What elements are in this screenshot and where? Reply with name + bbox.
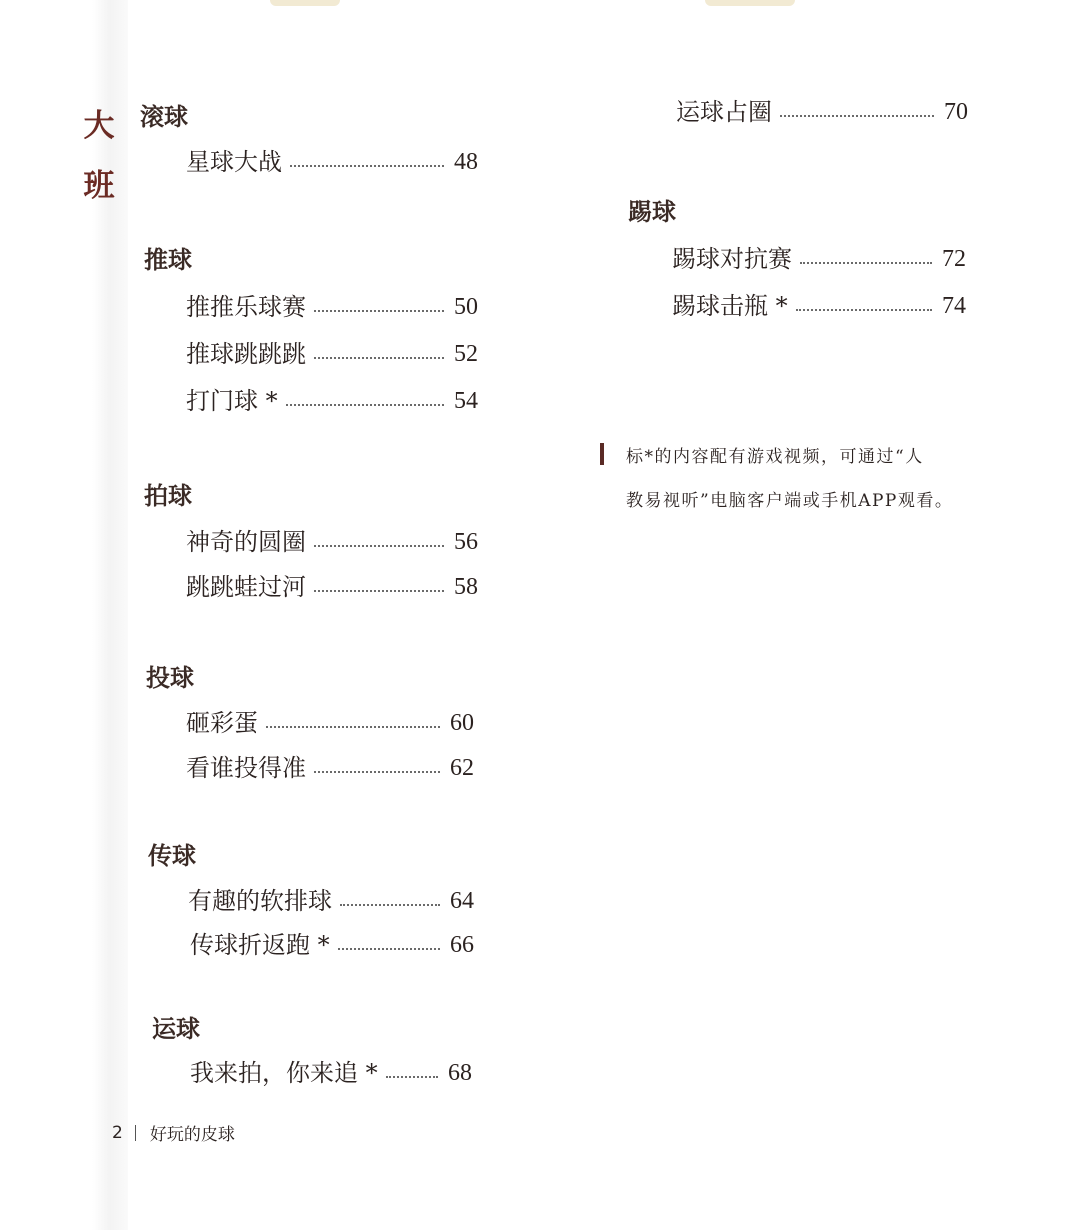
entry-label: 传球折返跑 * xyxy=(190,931,330,959)
section-title: 传球 xyxy=(148,841,196,870)
leader-dots xyxy=(338,948,440,950)
entry-page: 74 xyxy=(942,293,966,319)
toc-entry[interactable] xyxy=(186,291,486,323)
leader-dots xyxy=(386,1076,438,1078)
page-footer xyxy=(112,1120,235,1145)
section-title: 运球 xyxy=(152,1014,200,1043)
leader-dots xyxy=(314,310,444,312)
entry-page: 52 xyxy=(454,341,478,367)
entry-label: 运球占圈 xyxy=(676,98,772,126)
toc-entry[interactable] xyxy=(672,243,974,275)
entry-page: 66 xyxy=(450,932,474,958)
leader-dots xyxy=(340,904,440,906)
entry-page: 50 xyxy=(454,294,478,320)
note-text xyxy=(626,435,996,523)
grade-label xyxy=(82,96,116,216)
toc-entry[interactable] xyxy=(186,146,486,178)
toc-entry[interactable] xyxy=(676,96,976,128)
book-title: 好玩的皮球 xyxy=(149,1125,235,1145)
footer-divider xyxy=(135,1125,136,1141)
entry-page: 54 xyxy=(454,388,478,414)
top-mark xyxy=(705,0,795,6)
entry-label: 踢球对抗赛 xyxy=(672,245,792,273)
entry-page: 64 xyxy=(450,888,474,914)
entry-label: 跳跳蛙过河 xyxy=(186,573,306,601)
entry-label: 推推乐球赛 xyxy=(186,293,306,321)
note-marker xyxy=(600,443,604,465)
leader-dots xyxy=(314,590,444,592)
entry-page: 72 xyxy=(942,246,966,272)
toc-entry[interactable] xyxy=(186,338,486,370)
toc-entry[interactable] xyxy=(186,707,482,739)
entry-page: 48 xyxy=(454,149,478,175)
section-title: 投球 xyxy=(146,663,194,692)
entry-label: 有趣的软排球 xyxy=(188,887,332,915)
top-mark xyxy=(270,0,340,6)
leader-dots xyxy=(286,404,444,406)
entry-page: 70 xyxy=(944,99,968,125)
section-title: 滚球 xyxy=(140,102,188,131)
section-title: 踢球 xyxy=(628,197,676,226)
grade-label-char: 班 xyxy=(83,168,115,204)
entry-page: 56 xyxy=(454,529,478,555)
grade-label-char: 大 xyxy=(83,108,115,144)
section-title: 拍球 xyxy=(144,481,192,510)
leader-dots xyxy=(314,545,444,547)
toc-entry[interactable] xyxy=(186,752,482,784)
entry-page: 68 xyxy=(448,1060,472,1086)
entry-label: 打门球 * xyxy=(186,387,278,415)
leader-dots xyxy=(266,726,440,728)
toc-entry[interactable] xyxy=(190,1057,480,1089)
entry-label: 看谁投得准 xyxy=(186,754,306,782)
entry-page: 60 xyxy=(450,710,474,736)
leader-dots xyxy=(800,262,932,264)
note-line: 标*的内容配有游戏视频，可通过“人 xyxy=(626,447,924,467)
toc-entry[interactable] xyxy=(186,385,486,417)
entry-label: 我来拍，你来追 * xyxy=(190,1059,378,1087)
toc-entry[interactable] xyxy=(186,526,486,558)
leader-dots xyxy=(314,771,440,773)
toc-entry[interactable] xyxy=(186,571,486,603)
entry-label: 星球大战 xyxy=(186,148,282,176)
entry-page: 62 xyxy=(450,755,474,781)
page-number: 2 xyxy=(112,1122,123,1143)
entry-label: 踢球击瓶 * xyxy=(672,292,788,320)
toc-entry[interactable] xyxy=(672,290,974,322)
leader-dots xyxy=(796,309,932,311)
note-line: 教易视听”电脑客户端或手机APP观看。 xyxy=(626,491,954,511)
toc-entry[interactable] xyxy=(188,885,482,917)
leader-dots xyxy=(290,165,444,167)
entry-label: 推球跳跳跳 xyxy=(186,340,306,368)
entry-label: 神奇的圆圈 xyxy=(186,528,306,556)
section-title: 推球 xyxy=(144,245,192,274)
leader-dots xyxy=(780,115,934,117)
entry-page: 58 xyxy=(454,574,478,600)
toc-entry[interactable] xyxy=(190,929,482,961)
entry-label: 砸彩蛋 xyxy=(186,709,258,737)
leader-dots xyxy=(314,357,444,359)
